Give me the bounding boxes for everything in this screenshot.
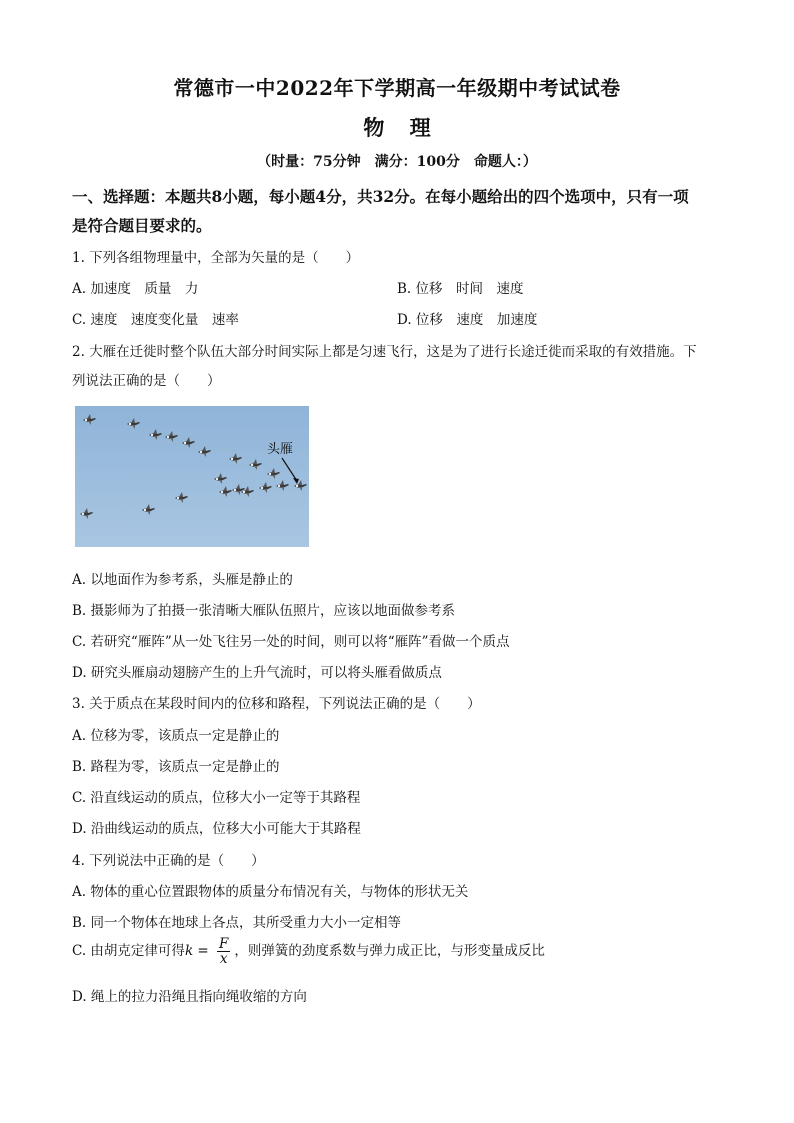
q1-stem: 1. 下列各组物理量中，全部为矢量的是（ ）: [72, 250, 360, 266]
q2-stem-line2: 列说法正确的是（ ）: [72, 373, 221, 389]
q1-option-a: A. 加速度 质量 力: [72, 281, 199, 297]
exam-title: 常德市一中2022年下学期高一年级期中考试试卷: [173, 76, 621, 100]
q4-option-c-suffix: ，则弹簧的劲度系数与弹力成正比，与形变量成反比: [234, 943, 545, 959]
section-heading-line2: 是符合题目要求的。: [72, 216, 212, 235]
exam-info: （时量：75分钟 满分：100分 命题人：）: [257, 154, 537, 170]
q4-option-b: B. 同一个物体在地球上各点，其所受重力大小一定相等: [72, 915, 402, 931]
q4-option-c-prefix: C. 由胡克定律可得: [72, 943, 185, 959]
geese-photo-graphic: [75, 406, 309, 547]
q2-option-d: D. 研究头雁扇动翅膀产生的上升气流时，可以将头雁看做质点: [72, 665, 442, 681]
q2-option-c: C. 若研究“雁阵”从一处飞往另一处的时间，则可以将“雁阵”看做一个质点: [72, 634, 510, 650]
q3-option-d: D. 沿曲线运动的质点，位移大小可能大于其路程: [72, 821, 361, 837]
q4-option-c: [72, 937, 545, 966]
q4-formula-numerator: F: [219, 936, 229, 952]
q4-option-d: D. 绳上的拉力沿绳且指向绳收缩的方向: [72, 989, 307, 1005]
q1-option-d: D. 位移 速度 加速度: [397, 312, 538, 328]
q3-stem: 3. 关于质点在某段时间内的位移和路程，下列说法正确的是（ ）: [72, 696, 481, 712]
q1-option-c: C. 速度 速度变化量 速率: [72, 312, 239, 328]
q1-option-b: B. 位移 时间 速度: [397, 281, 524, 297]
q4-formula-k: k: [184, 943, 194, 959]
q2-option-b: B. 摄影师为了拍摄一张清晰大雁队伍照片，应该以地面做参考系: [72, 603, 456, 619]
q3-option-c: C. 沿直线运动的质点，位移大小一定等于其路程: [72, 790, 361, 806]
q4-formula-fraction: [217, 937, 230, 966]
q3-option-a: A. 位移为零，该质点一定是静止的: [72, 728, 280, 744]
q3-option-b: B. 路程为零，该质点一定是静止的: [72, 759, 280, 775]
subject-title: 物 理: [363, 115, 431, 140]
q4-option-a: A. 物体的重心位置跟物体的质量分布情况有关，与物体的形状无关: [72, 884, 469, 900]
q4-stem: 4. 下列说法中正确的是（ ）: [72, 853, 265, 869]
q2-option-a: A. 以地面作为参考系，头雁是静止的: [72, 572, 293, 588]
q2-stem-line1: 2. 大雁在迁徙时整个队伍大部分时间实际上都是匀速飞行，这是为了进行长途迁徙而采取的有效措施。下: [72, 344, 697, 360]
section-heading-line1: 一、选择题：本题共8小题，每小题4分，共32分。在每小题给出的四个选项中，只有一项: [72, 187, 689, 206]
geese-photo: [75, 406, 309, 547]
q4-formula-denominator: x: [219, 951, 228, 967]
q4-formula-equals: =: [193, 943, 214, 959]
lead-goose-label: 头雁: [267, 442, 294, 457]
